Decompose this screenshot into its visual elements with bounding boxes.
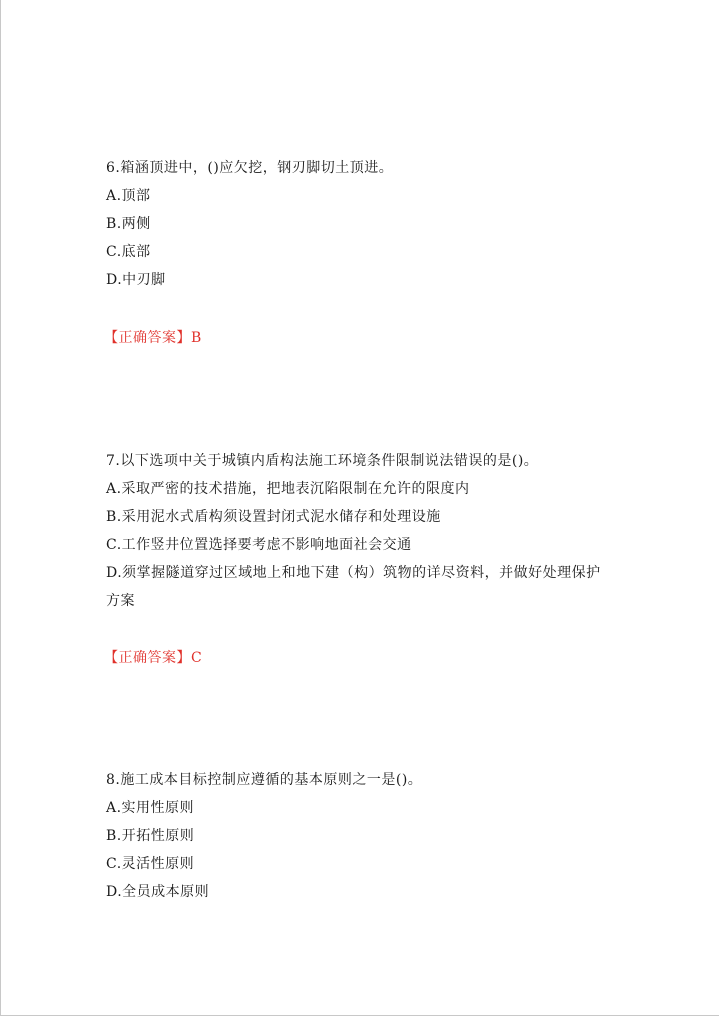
question-6 — [106, 154, 666, 294]
option-a: A.顶部 — [106, 188, 151, 204]
question-stem: 7.以下选项中关于城镇内盾构法施工环境条件限制说法错误的是()。 — [106, 453, 539, 469]
answer-value: C — [191, 650, 203, 666]
answer-label: 【正确答案】 — [104, 650, 191, 666]
option-b: B.开拓性原则 — [106, 828, 195, 844]
question-stem: 8.施工成本目标控制应遵循的基本原则之一是()。 — [106, 772, 423, 788]
answer-6 — [104, 328, 202, 348]
question-stem: 6.箱涵顶进中，()应欠挖，钢刃脚切土顶进。 — [106, 160, 394, 176]
question-8 — [106, 766, 666, 906]
option-b: B.两侧 — [106, 216, 151, 232]
option-c: C.底部 — [106, 244, 151, 260]
option-a: A.采取严密的技术措施，把地表沉陷限制在允许的限度内 — [106, 481, 470, 497]
option-b: B.采用泥水式盾构须设置封闭式泥水储存和处理设施 — [106, 509, 441, 525]
answer-value: B — [191, 330, 202, 346]
option-d: D.全员成本原则 — [106, 884, 210, 900]
option-c: C.灵活性原则 — [106, 856, 195, 872]
answer-7 — [104, 648, 202, 668]
option-d: D.须掌握隧道穿过区域地上和地下建（构）筑物的详尽资料，并做好处理保护方案 — [106, 565, 601, 609]
option-d: D.中刃脚 — [106, 272, 166, 288]
question-7 — [106, 447, 666, 615]
option-a: A.实用性原则 — [106, 800, 195, 816]
option-c: C.工作竖井位置选择要考虑不影响地面社会交通 — [106, 537, 412, 553]
answer-label: 【正确答案】 — [104, 330, 191, 346]
